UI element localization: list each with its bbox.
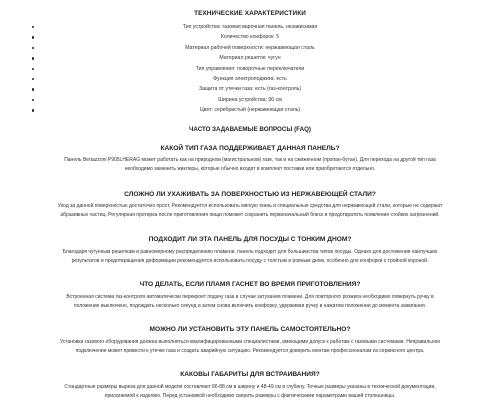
answer-line: результатов и предотвращения деформации рекомендуется использовать посуду с толстым и ровным дном, особенно для конфорки с тройной короной. [71,258,429,265]
faq-question-dimensions: КАКОВЫ ГАБАРИТЫ ДЛЯ ВСТРАИВАНИЯ? [180,371,320,378]
faq-answer-thin-cookware [6,248,494,267]
answer-line: положение выключено, подождать несколько секунд и затем снова включить конфорку, удерживая ручку в нажатом положении до момента зажигания. [73,303,427,310]
answer-line: Установка газового оборудования должна выполняться квалифицированными специалистами, имеющими допуск к работам с газовыми системами. Неправильное [59,339,441,345]
spec-item: Количество конфорок: 5 [0,32,500,42]
faq-question-thin-cookware: ПОДХОДИТ ЛИ ЭТА ПАНЕЛЬ ДЛЯ ПОСУДЫ С ТОНКИМ ДНОМ? [148,236,352,243]
answer-line: прилагаемой к изделию. Перед установкой необходимо сверить размеры с фактическими параметрами вашей столешницы. [104,393,396,400]
answer-line: Встроенная система газ-контроля автоматически перекроет подачу газа в случае затухания пламени. Для повторного розжига необходимо повернуть ручку в [66,294,434,300]
answer-line: Уход за данной поверхностью достаточно прост. Рекомендуется использовать мягкую ткань и специальные средства для нержавеющей стали, которые не содержат [57,203,443,209]
faq-answer-dimensions [6,383,494,402]
spec-item: Тип устройства: газовая варочная панель, независимая [0,22,500,32]
spec-item: Ширина устройства: 90 см [0,95,500,105]
answer-line: Благодаря чугунным решеткам и равномерному распределению пламени, панель подходит для большинства типов посуды. Однако для достижения наилучших [62,249,438,255]
answer-line: абразивных частиц. Регулярная протирка после приготовления пищи поможет сохранить первоначальный блеск и предотвратить появление стойких загрязнений. [60,212,440,219]
faq-question-steel-care: СЛОЖНО ЛИ УХАЖИВАТЬ ЗА ПОВЕРХНОСТЬЮ ИЗ НЕРЖАВЕЮЩЕЙ СТАЛИ? [124,191,376,198]
faq-question-self-install: МОЖНО ЛИ УСТАНОВИТЬ ЭТУ ПАНЕЛЬ САМОСТОЯТЕЛЬНО? [149,326,351,333]
answer-line: подключение может привести к утечке газа и создать аварийную ситуацию. Рекомендуется доверить монтаж профессионалам из сервисного центра. [75,348,425,355]
specs-list [0,22,500,116]
faq-question-gas-type: КАКОЙ ТИП ГАЗА ПОДДЕРЖИВАЕТ ДАННАЯ ПАНЕЛЬ? [160,145,340,152]
spec-item: Защита от утечки газа: есть (газ-контроль) [0,84,500,94]
answer-line: Стандартные размеры выреза для данной модели составляют 86-88 см в ширину и 48-49 см в глубину. Точные размеры указаны в технической документации, [64,384,436,390]
spec-item: Материал решеток: чугун [0,53,500,63]
spec-item: Функция электроподжига: есть [0,74,500,84]
spec-item: Материал рабочей поверхности: нержавеющая сталь [0,43,500,53]
faq-heading: ЧАСТО ЗАДАВАЕМЫЕ ВОПРОСЫ (FAQ) [189,126,311,133]
faq-answer-steel-care [6,202,494,221]
answer-line: необходимо заменить жиклеры, которые обычно входят в комплект поставки или приобретаются отдельно. [124,166,376,173]
faq-answer-self-install [6,338,494,357]
spec-item: Цвет: серебристый (нержавеющая сталь) [0,105,500,115]
specs-heading: ТЕХНИЧЕСКИЕ ХАРАКТЕРИСТИКИ [194,10,306,17]
faq-answer-gas-type [6,156,494,175]
faq-question-flame-out: ЧТО ДЕЛАТЬ, ЕСЛИ ПЛАМЯ ГАСНЕТ ВО ВРЕМЯ ПРИГОТОВЛЕНИЯ? [139,281,361,288]
faq-answer-flame-out [6,293,494,312]
spec-item: Тип управления: поворотные переключатели [0,64,500,74]
answer-line: Панель Bertazzoni P905LHERAG может работать как на природном (магистральном) газе, так и на сжиженном (пропан-бутан). Для перехода на другой тип газа [64,157,436,163]
